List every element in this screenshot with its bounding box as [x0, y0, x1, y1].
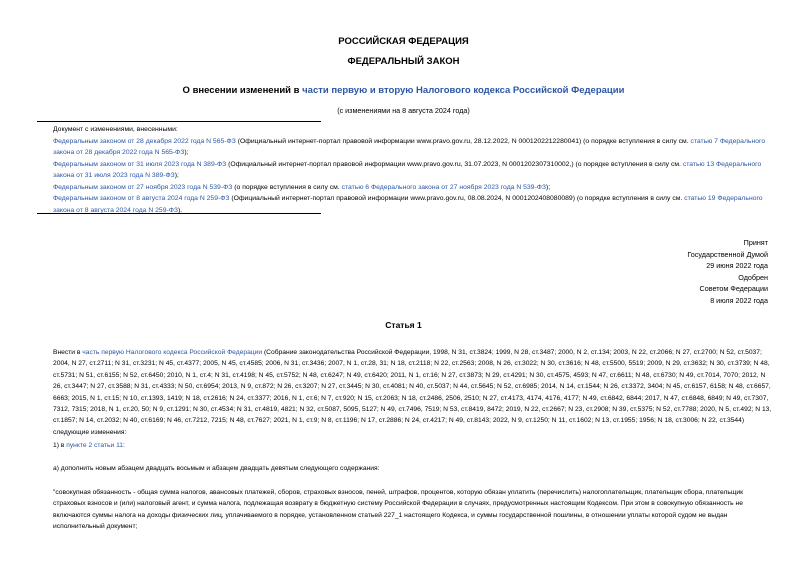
accepted-date: 29 июня 2022 года — [706, 261, 768, 271]
document-title — [0, 85, 807, 96]
amendment-law-link[interactable]: Федеральным законом от 27 ноября 2023 года N 539-ФЗ — [53, 183, 233, 191]
article-intro — [37, 347, 772, 438]
title-code-link[interactable]: части первую и вторую Налогового кодекса Российской Федерации — [302, 85, 625, 96]
amendment-law-link[interactable]: Федеральным законом от 8 августа 2024 года N 259-ФЗ — [53, 195, 230, 202]
amendment-item — [37, 159, 772, 182]
accepted-label: Принят — [743, 238, 768, 247]
quote-text: "совокупная обязанность - общая сумма налогов, авансовых платежей, сборов, страховых взносов, пеней, штрафов, процентов, которую обязан уплатить (перечислить) налогоплательщик, плательщик сбора, плательщик страховых взносов и (или) налоговый агент, и сумма налога, подлежащая возврату в бюджетную систему Российской Федерации в случаях, предусмотренных настоящим Кодексом. При этом в совокупную обязанность не включаются суммы налога на доходы физических лиц, уплачиваемого в порядке, установленном статьей 227_1 настоящего Кодекса, и суммы государственной пошлины, в отношении уплаты которой судом не выдан исполнительный документ; — [53, 489, 744, 531]
document-law-type: ФЕДЕРАЛЬНЫЙ ЗАКОН — [347, 56, 460, 67]
amendment-tail: ); — [174, 172, 179, 179]
amendment-law-link[interactable]: Федеральным законом от 28 декабря 2022 года N 565-ФЗ — [53, 137, 236, 145]
item-a-text: а) дополнить новым абзацем двадцать восьмым и абзацем двадцать девятым следующего содержания: — [53, 465, 380, 472]
article-intro-prefix: Внести в — [53, 349, 83, 356]
item1-tail: : — [123, 442, 125, 449]
revision-note: (с изменениями на 8 августа 2024 года) — [337, 106, 470, 115]
article-intro-text: (Собрание законодательства Российской Федерации, 1998, N 31, ст.3824; 1999, N 28, ст.3487; 2000, N 2, ст.134; 2003, N 22, ст.2066; N 27, ст.2700; N 52, ст.5037; 2004, N 27, ст.2711; N 31, ст.3231; N 45, ст.4377; 2005, N 45, ст.4585; 2006, N 31, ст.3436; 2007, N 1, ст.28, 31; N 18, ст.2118; N 22, ст.2563; 2008, N 26, ст.3022; N 30, ст.3616; N 48, ст.5500, 5519; 2009, N 29, ст.3632; N 30, ст.3739; N 48, ст.5731; N 51, ст.6155; N 52, ст.6450; 2010, N 1, ст.4; N 31, ст.4198; N 45, ст.5752; N 48, ст.6247; N 49, ст.6420; 2011, N 1, ст.16; N 27, ст.3873; N 29, ст.4291; N 30, ст.4575, 4593; N 47, ст.6611; N 48, ст.6730; N 49, ст.7014, 7070; 2012, N 26, ст.3447; N 27, ст.3588; N 31, ст.4333; N 50, ст.6954; 2013, N 9, ст.872; N 26, ст.3207; N 27, ст.3445; N 30, ст.4081; N 40, ст.5037; N 44, ст.5645; N 52, ст.6985; 2014, N 14, ст.1544; N 26, ст.3372, 3404; N 45, ст.6157, 6158; N 48, ст.6657, 6663; 2015, N 1, ст.15; N 10, ст.1393, 1419; N 18, ст.2616; N 24, ст.3377; 2016, N 1, ст.6; N 7, ст.920; N 15, ст.2063; N 18, ст.2486, 2506, 2510; N 27, ст.4173, 4174, 4176, 4177; N 49, ст.6842, 6844; 2017, N 47, ст.6848, 6849; N 49, ст.7307, 7312, 7315; 2018, N 1, ст.20, 50; N 9, ст.1291; N 30, ст.4534; N 31, ст.4819, 4821; N 32, ст.5087, 5095, 5127; N 49, ст.7496, 7519; N 53, ст.8419, 8472; 2019, N 22, ст.2667; N 23, ст.2908; N 39, ст.5375; N 52, ст.7788; 2020, N 5, ст.492; N 13, ст.1857; N 14, ст.2032; N 40, ст.6169; N 46, ст.7212, 7215; N 48, ст.7627; 2021, N 1, ст.9; N 8, ст.1196; N 17, ст.2886; N 24, ст.4217; N 49, ст.8143; 2022, N 9, ст.1250; N 11, ст.1602; N 13, ст.1955; 1956; N 18, ст.3006; N 22, ст.3544) следующие изменения: — [53, 349, 772, 436]
amendment-article-link[interactable]: статью 19 Федерального закона от 8 августа 2024 года N 259-ФЗ — [53, 195, 763, 214]
article-item-1 — [37, 440, 772, 451]
amendment-tail: ); — [184, 149, 189, 156]
amendment-text: (Официальный интернет-портал правовой информации www.pravo.gov.ru, 08.08.2024, N 0001202408080089) (о порядке вступления в силу см. — [229, 195, 685, 202]
amendment-item — [37, 136, 772, 159]
amendments-top-rule — [37, 121, 321, 122]
approved-date: 8 июля 2022 года — [710, 295, 768, 305]
amendment-law-link[interactable]: Федеральным законом от 31 июля 2023 года N 389-ФЗ — [53, 160, 227, 168]
amendments-intro: Документ с изменениями, внесенными: — [53, 126, 178, 133]
accepted-by: Государственной Думой — [687, 249, 768, 259]
amendments-block — [37, 124, 772, 216]
title-prefix: О внесении изменений в — [182, 85, 303, 96]
amendment-tail: ). — [178, 206, 183, 214]
amendments-bottom-rule — [37, 213, 321, 214]
acceptance-block — [687, 237, 768, 307]
amendment-text: (о порядке вступления в силу см. — [232, 183, 342, 191]
amendment-text: (Официальный интернет-портал правовой информации www.pravo.gov.ru, 28.12.2022, N 0001202212280041) (о порядке вступления в силу см. — [235, 137, 691, 145]
amendment-article-link[interactable]: статью 6 Федерального закона от 27 ноября 2023 года N 539-ФЗ — [341, 183, 546, 191]
article-heading: Статья 1 — [385, 320, 422, 330]
article-code-link[interactable]: часть первую Налогового кодекса Российской Федерации — [82, 349, 263, 356]
amendment-text: (Официальный интернет-портал правовой информации www.pravo.gov.ru, 31.07.2023, N 0001202307310002,) (о порядке вступления в силу см. — [226, 160, 683, 168]
approved-by: Советом Федерации — [699, 284, 768, 294]
amendment-article-link[interactable]: статью 13 Федерального закона от 31 июля 2023 года N 389-ФЗ — [53, 160, 762, 179]
item1-prefix: 1) в — [53, 442, 67, 449]
article-item-a — [37, 463, 772, 474]
document-country: РОССИЙСКАЯ ФЕДЕРАЦИЯ — [338, 36, 469, 47]
amendment-item — [37, 182, 772, 194]
amendment-article-link[interactable]: статью 7 Федерального закона от 28 декабря 2022 года N 565-ФЗ — [53, 137, 766, 156]
article-quote — [37, 487, 772, 533]
item1-link[interactable]: пункте 2 статьи 11 — [66, 442, 124, 449]
approved-label: Одобрен — [738, 272, 768, 282]
amendment-tail: ); — [546, 183, 551, 191]
